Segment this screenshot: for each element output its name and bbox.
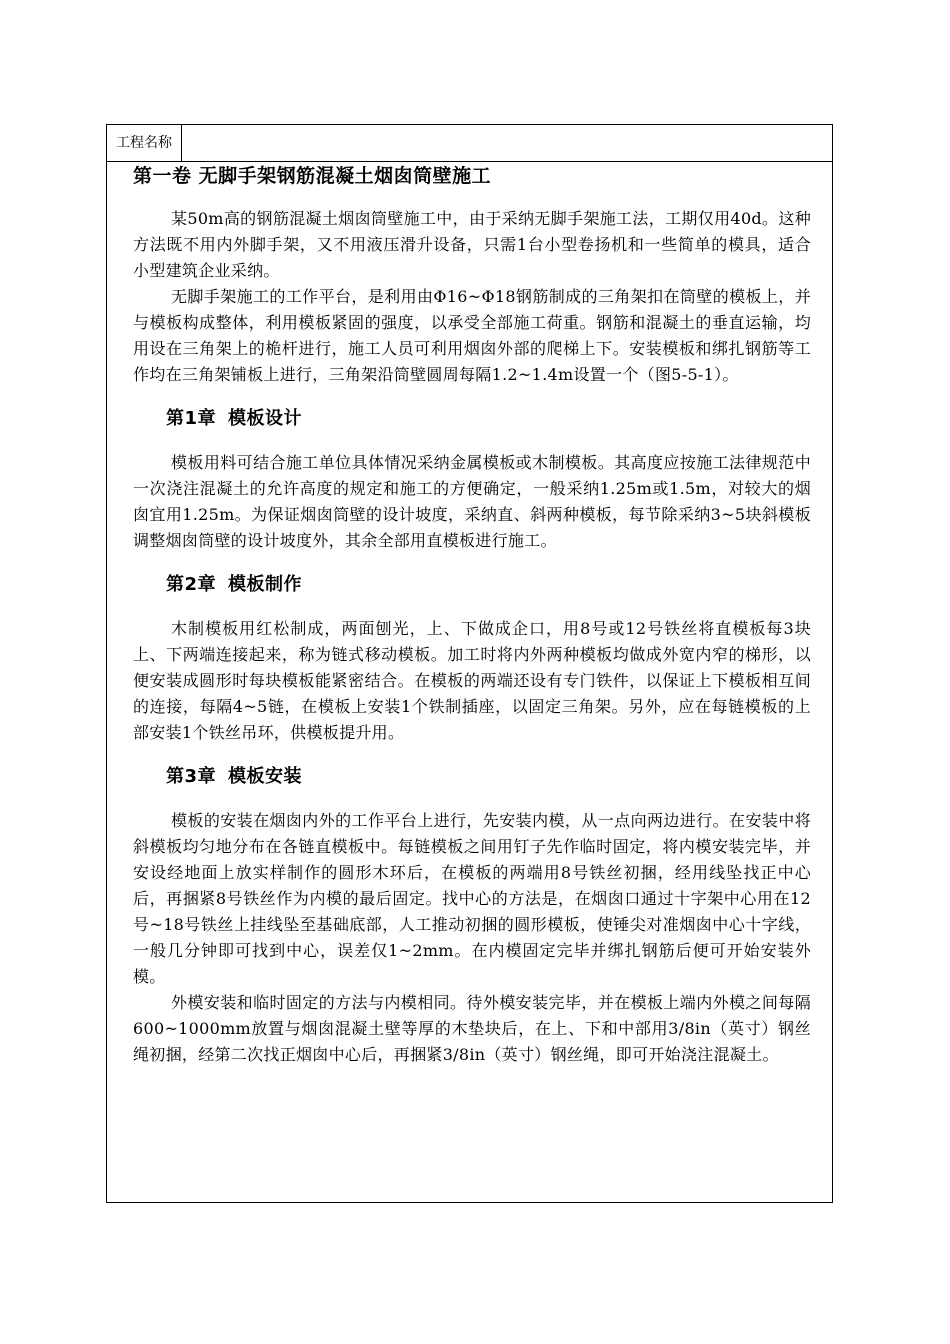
intro-paragraph: 某50m高的钢筋混凝土烟囱筒壁施工中，由于采纳无脚手架施工法，工期仅用40d。这种方法既不用内外脚手架，又不用液压滑升设备，只需1台小型卷扬机和一些简单的模具，适合小型建筑企业采纳。 [133,209,811,280]
chapter-paragraph: 模板的安装在烟囱内外的工作平台上进行，先安装内模，从一点向两边进行。在安装中将斜模板均匀地分布在各链直模板中。每链模板之间用钉子先作临时固定，将内模安装完毕，并安设经地面上放实样制作的圆形木环后，在模板的两端用8号铁丝初捆，经用线坠找正中心后，再捆紧8号铁丝作为内模的最后固定。找中心的方法是，在烟囱口通过十字架中心用在12号~18号铁丝上挂线坠至基础底部，人工推动初捆的圆形模板，使锤尖对准烟囱中心十字线，一般几分钟即可找到中心，误差仅1~2mm。在内模固定完毕并绑扎钢筋后便可开始安装外模。 [133,811,811,986]
chapter-heading [166,571,811,599]
project-name-label: 工程名称 [107,125,182,161]
intro-paragraph: 无脚手架施工的工作平台，是利用由Φ16~Φ18钢筋制成的三角架扣在筒壁的模板上，并与模板构成整体，利用模板紧固的强度，以承受全部施工荷重。钢筋和混凝土的垂直运输，均用设在三角架上的桅杆进行，施工人员可利用烟囱外部的爬梯上下。安装模板和绑扎钢筋等工作均在三角架铺板上进行，三角架沿筒壁圆周每隔1.2~1.4m设置一个（图5-5-1）。 [133,287,811,384]
chapter-paragraph: 外模安装和临时固定的方法与内模相同。待外模安装完毕，并在模板上端内外模之间每隔600~1000mm放置与烟囱混凝土壁等厚的木垫块后，在上、下和中部用3/8in（英寸）钢丝绳初捆，经第二次找正烟囱中心后，再捆紧3/8in（英寸）钢丝绳，即可开始浇注混凝土。 [133,993,811,1064]
document-body [133,162,811,1068]
header-row [107,125,832,162]
chapter-title: 模板制作 [228,574,303,595]
chapter-heading [166,763,811,791]
chapter-number: 第3章 [166,766,217,787]
chapter-heading [166,405,811,433]
project-name-value [183,125,832,161]
volume-title: 第一卷 无脚手架钢筋混凝土烟囱筒壁施工 [133,165,492,187]
chapter-paragraph: 模板用料可结合施工单位具体情况采纳金属模板或木制模板。其高度应按施工法律规范中一次浇注混凝土的允许高度的规定和施工的方便确定，一般采纳1.25m或1.5m，对较大的烟囱宜用1.25m。为保证烟囱筒壁的设计坡度，采纳直、斜两种模板，每节除采纳3~5块斜模板调整烟囱筒壁的设计坡度外，其余全部用直模板进行施工。 [133,453,811,550]
chapter-number: 第2章 [166,574,217,595]
chapter-title: 模板安装 [228,766,303,787]
chapter-paragraph: 木制模板用红松制成，两面刨光，上、下做成企口，用8号或12号铁丝将直模板每3块上、下两端连接起来，称为链式移动模板。加工时将内外两种模板均做成外宽内窄的梯形，以便安装成圆形时每块模板能紧密结合。在模板的两端还设有专门铁件，以保证上下模板相互间的连接，每隔4~5链，在模板上安装1个铁制插座，以固定三角架。另外，应在每链模板的上部安装1个铁丝吊环，供模板提升用。 [133,619,811,742]
document-frame [106,124,833,1203]
chapter-number: 第1章 [166,408,217,429]
chapter-title: 模板设计 [228,408,303,429]
